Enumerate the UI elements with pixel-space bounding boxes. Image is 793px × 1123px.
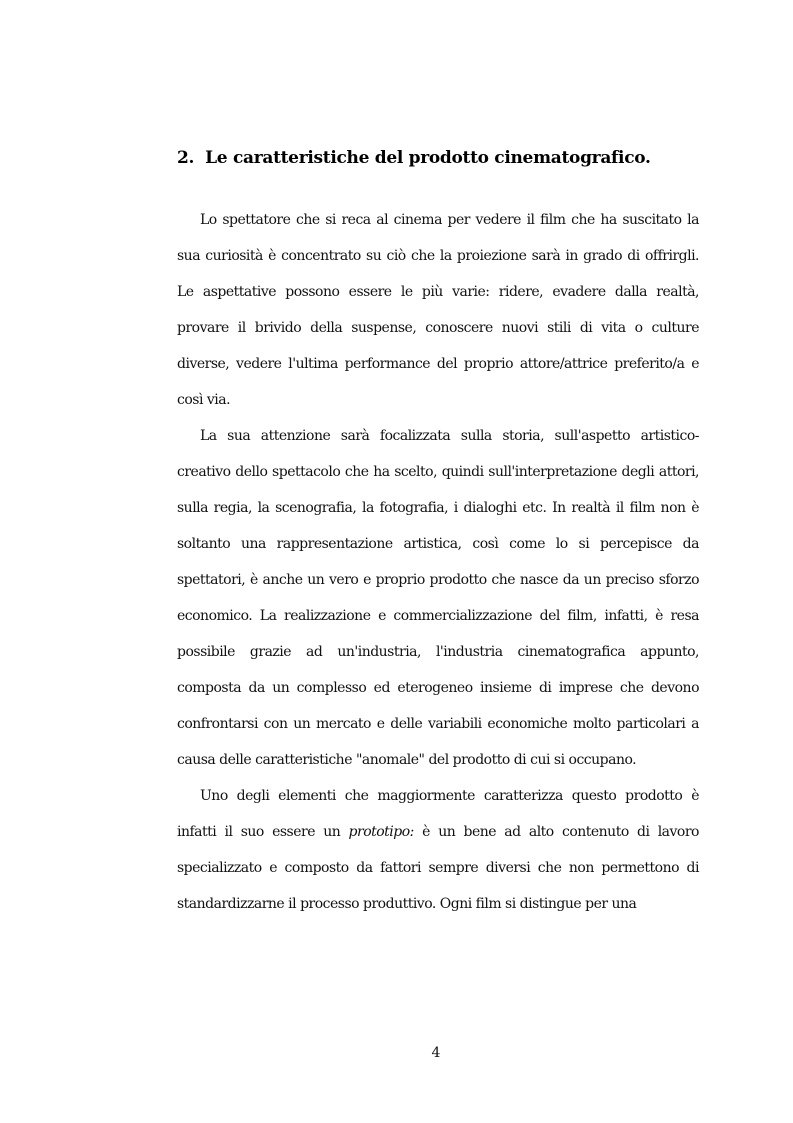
- section-number: 2.: [177, 148, 195, 168]
- paragraph-1: Lo spettatore che si reca al cinema per vedere il film che ha suscitato la sua curiosità è concentrato su ciò che la proiezione sarà in grado di offrirgli. Le aspettative possono essere le più varie: ridere, evadere dalla realtà, provare il brivido della suspense, conoscere nuovi stili di vita o culture diverse, vedere l'ultima performance del proprio attore/attrice preferito/a e così via.: [177, 212, 699, 408]
- paragraph-3-end: è un bene ad alto contenuto di lavoro specializzato e composto da fattori sempre diversi che non permettono di standardizzarne il processo produttivo. Ogni film si distingue per una: [177, 824, 699, 912]
- paragraph-3: [177, 778, 699, 922]
- emphasis-prototipo: prototipo:: [348, 824, 414, 840]
- section-title: Le caratteristiche del prodotto cinematografico.: [205, 148, 651, 168]
- body-text: [177, 202, 699, 922]
- section-heading: [177, 148, 651, 168]
- paragraph-3-start: Uno degli elementi che maggiormente caratterizza questo prodotto è infatti il suo essere un: [177, 788, 699, 840]
- page-number: 4: [431, 1045, 441, 1061]
- paragraph-2: La sua attenzione sarà focalizzata sulla storia, sull'aspetto artistico-creativo dello spettacolo che ha scelto, quindi sull'interpretazione degli attori, sulla regia, la scenografia, la fotografia, i dialoghi etc. In realtà il film non è soltanto una rappresentazione artistica, così come lo si percepisce da spettatori, è anche un vero e proprio prodotto che nasce da un preciso sforzo economico. La realizzazione e commercializzazione del film, infatti, è resa possibile grazie ad un'industria, l'industria cinematografica appunto, composta da un complesso ed eterogeneo insieme di imprese che devono confrontarsi con un mercato e delle variabili economiche molto particolari a causa delle caratteristiche "anomale" del prodotto di cui si occupano.: [177, 428, 699, 768]
